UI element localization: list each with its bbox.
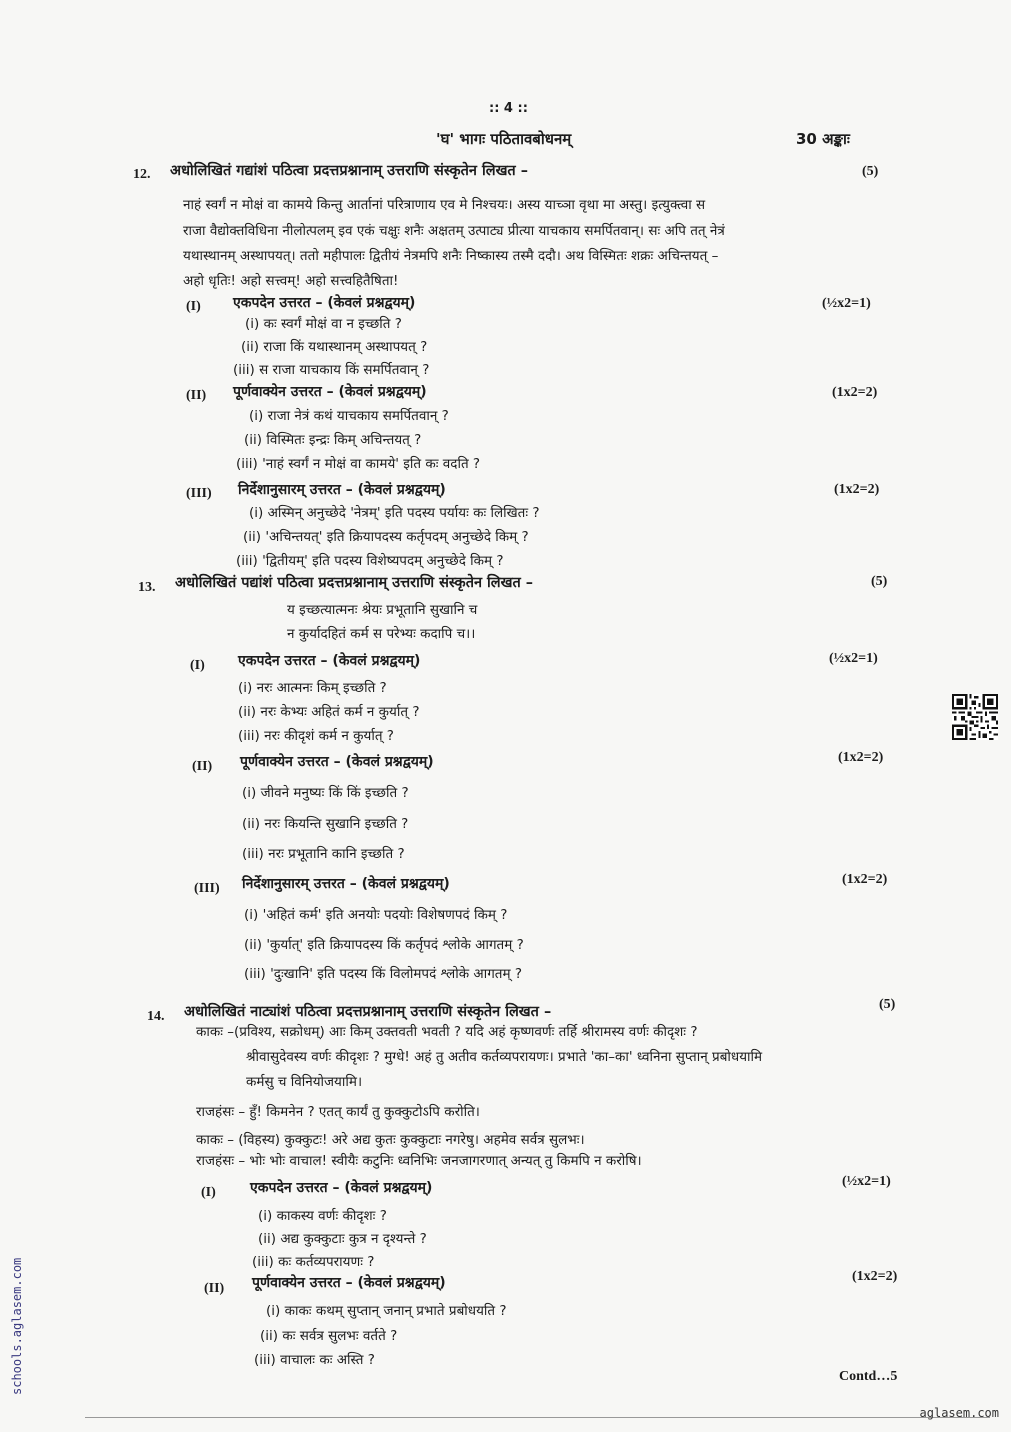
- question-marks: (5): [871, 574, 888, 589]
- sub-question: (i) काकस्य वर्णः कीदृशः ?: [258, 1208, 387, 1224]
- dialogue-line: राजहंसः – हुँ! किमनेन ? एतत् कार्यं तु कुक्कुटोऽपि करोति।: [196, 1104, 480, 1120]
- part-label: (I): [186, 299, 201, 314]
- sub-question: (i) कः स्वर्गं मोक्षं वा न इच्छति ?: [245, 316, 402, 332]
- part-marks: (1x2=2): [838, 750, 884, 765]
- question-instruction: अधोलिखितं गद्यांशं पठित्वा प्रदत्तप्रश्नानाम् उत्तराणि संस्कृतेन लिखत –: [170, 163, 528, 179]
- passage-line: यथास्थानम् अस्थापयत्। ततो महीपालः द्वितीयं नेत्रमपि शनैः निष्कास्य तस्मै ददौ। अथ विस्मितः शक्रः अचिन्तयत् –: [183, 248, 719, 264]
- sub-question: (ii) कः सर्वत्र सुलभः वर्तते ?: [260, 1328, 398, 1344]
- passage-line: अहो धृतिः! अहो सत्त्वम्! अहो सत्त्वहितैषिता!: [183, 273, 399, 289]
- sub-question: (ii) 'कुर्यात्' इति क्रियापदस्य किं कर्तृपदं श्लोके आगतम् ?: [244, 937, 524, 953]
- part-marks: (1x2=2): [842, 872, 888, 887]
- sub-question: (i) राजा नेत्रं कथं याचकाय समर्पितवान् ?: [249, 408, 449, 424]
- passage-line: नाहं स्वर्गं न मोक्षं वा कामये किन्तु आर्तानां परित्राणाय एव मे निश्चयः। अस्य याच्ञा वृथा मा अस्तु। इत्युक्त्वा स: [183, 197, 706, 213]
- sub-question: (ii) अद्य कुक्कुटाः कुत्र न दृश्यन्ते ?: [258, 1231, 427, 1247]
- part-title: एकपदेन उत्तरत – (केवलं प्रश्नद्वयम्): [238, 653, 421, 669]
- sub-question: (iii) वाचालः कः अस्ति ?: [254, 1352, 375, 1368]
- part-marks: (½x2=1): [842, 1174, 891, 1189]
- qr-code-icon: [952, 694, 998, 740]
- part-label: (III): [186, 486, 212, 501]
- part-title: निर्देशानुसारम् उत्तरत – (केवलं प्रश्नद्वयम्): [238, 482, 446, 498]
- side-watermark-text: schools.aglasem.com: [10, 1257, 24, 1395]
- sub-question: (iii) 'नाहं स्वर्गं न मोक्षं वा कामये' इति कः वदति ?: [236, 456, 481, 472]
- sub-question: (ii) 'अचिन्तयत्' इति क्रियापदस्य कर्तृपदम् अनुच्छेदे किम् ?: [243, 529, 529, 545]
- part-title: पूर्णवाक्येन उत्तरत – (केवलं प्रश्नद्वयम्): [240, 754, 434, 770]
- dialogue-line: कर्मसु च विनियोजयामि।: [246, 1074, 363, 1090]
- part-marks: (1x2=2): [834, 482, 880, 497]
- question-number: 13.: [138, 580, 156, 595]
- part-title: पूर्णवाक्येन उत्तरत – (केवलं प्रश्नद्वयम्): [252, 1275, 446, 1291]
- part-label: (II): [186, 388, 207, 403]
- sub-question: (i) नरः आत्मनः किम् इच्छति ?: [238, 680, 387, 696]
- question-number: 14.: [147, 1009, 165, 1024]
- part-title: निर्देशानुसारम् उत्तरत – (केवलं प्रश्नद्वयम्): [242, 876, 450, 892]
- sub-question: (i) 'अहितं कर्म' इति अनयोः पदयोः विशेषणपदं किम् ?: [244, 907, 508, 923]
- page-number: :: 4 ::: [489, 101, 528, 116]
- question-instruction: अधोलिखितं नाट्यांशं पठित्वा प्रदत्तप्रश्नानाम् उत्तराणि संस्कृतेन लिखत –: [184, 1004, 552, 1020]
- verse-line: य इच्छत्यात्मनः श्रेयः प्रभूतानि सुखानि च: [287, 602, 478, 618]
- sub-question: (ii) विस्मितः इन्द्रः किम् अचिन्तयत् ?: [244, 432, 422, 448]
- part-label: (I): [201, 1185, 216, 1200]
- sub-question: (iii) नरः प्रभूतानि कानि इच्छति ?: [242, 846, 405, 862]
- sub-question: (i) अस्मिन् अनुच्छेदे 'नेत्रम्' इति पदस्य पर्यायः कः लिखितः ?: [249, 505, 540, 521]
- sub-question: (i) काकः कथम् सुप्तान् जनान् प्रभाते प्रबोधयति ?: [266, 1303, 507, 1319]
- contd-label: Contd…5: [839, 1369, 898, 1384]
- sub-question: (iii) 'दुःखानि' इति पदस्य किं विलोमपदं श्लोके आगतम् ?: [244, 966, 523, 982]
- part-label: (II): [204, 1281, 225, 1296]
- part-title: एकपदेन उत्तरत – (केवलं प्रश्नद्वयम्): [233, 295, 416, 311]
- dialogue-line: काकः – (विहस्य) कुक्कुटः! अरे अद्य कुतः कुक्कुटाः नगरेषु। अहमेव सर्वत्र सुलभः।: [196, 1132, 585, 1148]
- sub-question: (ii) राजा किं यथास्थानम् अस्थापयत् ?: [241, 339, 428, 355]
- side-watermark: [10, 1257, 147, 1409]
- dialogue-line: राजहंसः – भोः भोः वाचाल! स्वीयैः कटुनिः ध्वनिभिः जनजागरणात् अन्यत् तु किमपि न करोषि।: [196, 1153, 642, 1169]
- dialogue-line: काकः –(प्रविश्य, सक्रोधम्) आः किम् उक्तवती भवती ? यदि अहं कृष्णवर्णः तर्हि श्रीरामस्य वर्णः कीदृशः ?: [196, 1024, 698, 1040]
- question-number: 12.: [133, 167, 151, 182]
- verse-line: न कुर्यादहितं कर्म स परेभ्यः कदापि च।।: [287, 626, 476, 642]
- part-label: (III): [194, 881, 220, 896]
- part-marks: (1x2=2): [852, 1269, 898, 1284]
- part-title: पूर्णवाक्येन उत्तरत – (केवलं प्रश्नद्वयम्): [233, 384, 427, 400]
- question-marks: (5): [862, 164, 879, 179]
- part-title: एकपदेन उत्तरत – (केवलं प्रश्नद्वयम्): [250, 1180, 433, 1196]
- sub-question: (iii) नरः कीदृशं कर्म न कुर्यात् ?: [238, 728, 394, 744]
- footer-divider: [85, 1417, 990, 1418]
- sub-question: (i) जीवने मनुष्यः किं किं इच्छति ?: [242, 785, 409, 801]
- passage-line: राजा वैद्योक्तविधिना नीलोत्पलम् इव एकं चक्षुः शनैः अक्षतम् उत्पाट्य प्रीत्या याचकाय समर्पितवान्। सः अपि तत् नेत्रं: [183, 223, 725, 239]
- part-marks: (½x2=1): [822, 296, 871, 311]
- part-label: (I): [190, 658, 205, 673]
- section-title: 'घ' भागः पठितावबोधनम्: [436, 130, 572, 148]
- part-marks: (1x2=2): [832, 385, 878, 400]
- question-instruction: अधोलिखितं पद्यांशं पठित्वा प्रदत्तप्रश्नानाम् उत्तराणि संस्कृतेन लिखत –: [175, 575, 534, 591]
- part-label: (II): [192, 759, 213, 774]
- dialogue-line: श्रीवासुदेवस्य वर्णः कीदृशः ? मुग्धे! अहं तु अतीव कर्तव्यपरायणः। प्रभाते 'का–का' ध्वनिना सुप्तान् प्रबोधयामि: [246, 1049, 763, 1065]
- sub-question: (ii) नरः केभ्यः अहितं कर्म न कुर्यात् ?: [238, 704, 420, 720]
- footer-site: aglasem.com: [919, 1406, 999, 1420]
- sub-question: (iii) 'द्वितीयम्' इति पदस्य विशेष्यपदम् अनुच्छेदे किम् ?: [236, 553, 504, 569]
- sub-question: (iii) स राजा याचकाय किं समर्पितवान् ?: [233, 362, 430, 378]
- section-marks: 30 अङ्काः: [796, 130, 850, 148]
- sub-question: (iii) कः कर्तव्यपरायणः ?: [252, 1254, 375, 1270]
- part-marks: (½x2=1): [829, 651, 878, 666]
- question-marks: (5): [879, 997, 896, 1012]
- sub-question: (ii) नरः कियन्ति सुखानि इच्छति ?: [242, 816, 409, 832]
